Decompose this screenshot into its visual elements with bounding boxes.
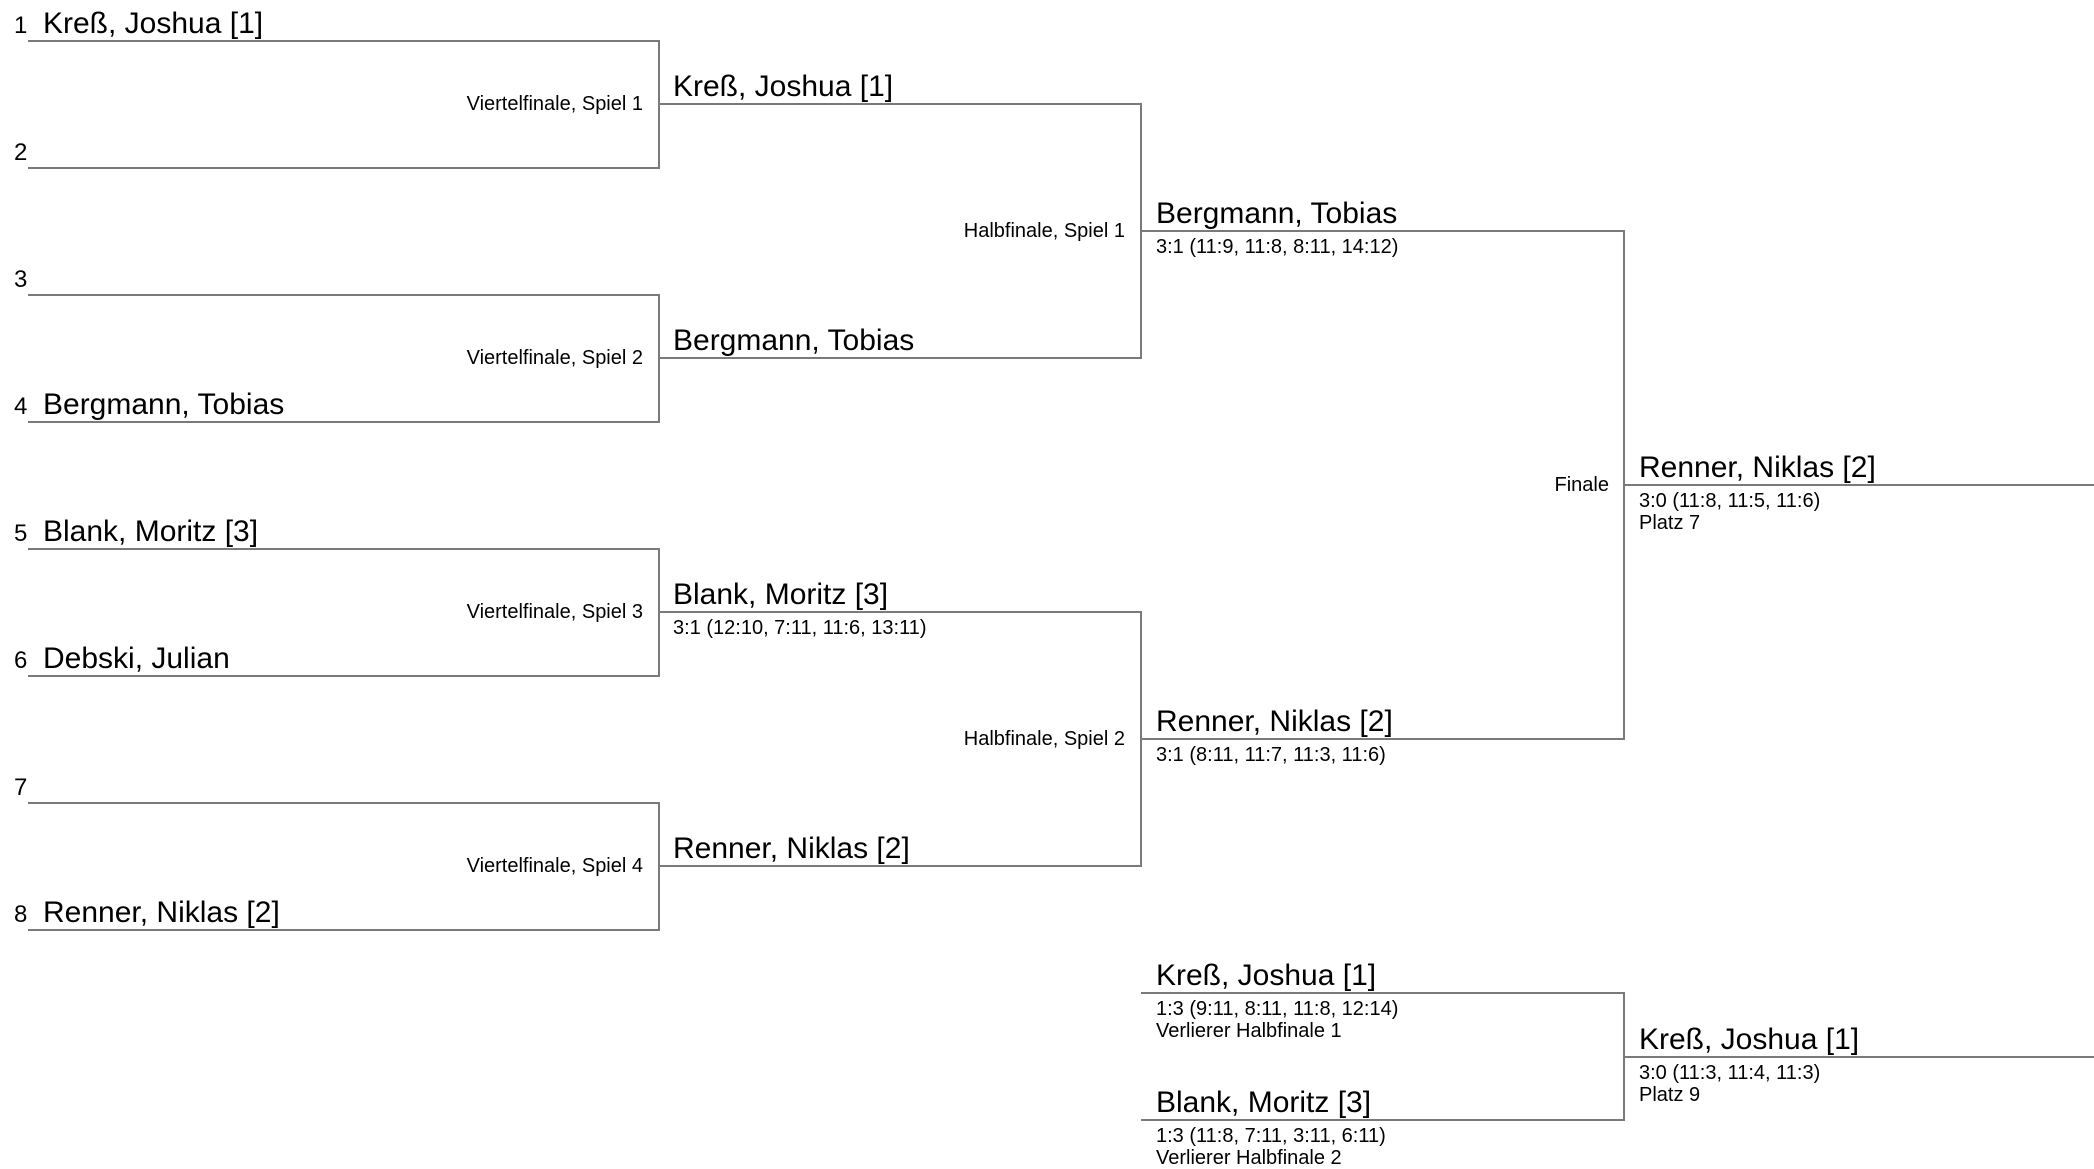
winner-name: Bergmann, Tobias [1156,197,1398,230]
bracket-line [1141,992,1625,994]
match-label: Viertelfinale, Spiel 2 [466,347,643,369]
bracket-line [1141,1119,1625,1121]
loser-note: Verlierer Halbfinale 1 [1156,1020,1342,1042]
winner-name: Renner, Niklas [2] [1639,451,1876,484]
bracket-line [28,548,660,550]
seed-number: 4 [14,393,28,420]
match-label: Halbfinale, Spiel 2 [963,728,1125,750]
bracket-line [1141,738,1625,740]
seed-number: 6 [14,647,28,674]
match-score: 3:1 (11:9, 11:8, 8:11, 14:12) [1156,236,1399,258]
player-name: Blank, Moritz [3] [43,515,259,548]
placement-label: Platz 9 [1639,1084,1701,1106]
bracket-line [28,802,660,804]
match-score: 1:3 (11:8, 7:11, 3:11, 6:11) [1156,1125,1386,1147]
seed-number: 8 [14,901,28,928]
match-score: 3:1 (8:11, 11:7, 11:3, 11:6) [1156,744,1386,766]
placement-label: Platz 7 [1639,512,1701,534]
bracket-line [659,611,1142,613]
match-label: Viertelfinale, Spiel 3 [466,601,643,623]
player-name: Renner, Niklas [2] [43,896,280,929]
match-score: 3:0 (11:8, 11:5, 11:6) [1639,490,1821,512]
seed-number: 5 [14,520,28,547]
player-name: Debski, Julian [43,642,230,675]
bracket-line [28,167,660,169]
player-name: Bergmann, Tobias [43,388,285,421]
winner-name: Blank, Moritz [3] [673,578,889,611]
winner-name: Kreß, Joshua [1] [1639,1023,1860,1056]
bracket-line [28,40,660,42]
seed-number: 1 [14,12,28,39]
player-name: Kreß, Joshua [1] [1156,959,1377,992]
bracket-line [1141,230,1625,232]
bracket-line [659,357,1142,359]
seed-number: 7 [14,774,28,801]
winner-name: Bergmann, Tobias [673,324,915,357]
match-label: Finale [1554,474,1609,496]
match-label: Halbfinale, Spiel 1 [963,220,1125,242]
seed-number: 3 [14,266,28,293]
bracket-line [28,675,660,677]
player-name: Kreß, Joshua [1] [43,7,264,40]
bracket-line [28,294,660,296]
match-score: 3:1 (12:10, 7:11, 11:6, 13:11) [673,617,927,639]
match-label: Viertelfinale, Spiel 1 [466,93,643,115]
match-label: Viertelfinale, Spiel 4 [466,855,643,877]
seed-number: 2 [14,139,28,166]
match-score: 1:3 (9:11, 8:11, 11:8, 12:14) [1156,998,1399,1020]
bracket-line [659,103,1142,105]
player-name: Blank, Moritz [3] [1156,1086,1372,1119]
bracket-line [659,865,1142,867]
bracket-line [1624,1056,2094,1058]
match-score: 3:0 (11:3, 11:4, 11:3) [1639,1062,1821,1084]
bracket-line [28,421,660,423]
bracket-line [28,929,660,931]
bracket-line [1624,484,2094,486]
loser-note: Verlierer Halbfinale 2 [1156,1147,1342,1169]
winner-name: Renner, Niklas [2] [1156,705,1393,738]
winner-name: Renner, Niklas [2] [673,832,910,865]
winner-name: Kreß, Joshua [1] [673,70,894,103]
